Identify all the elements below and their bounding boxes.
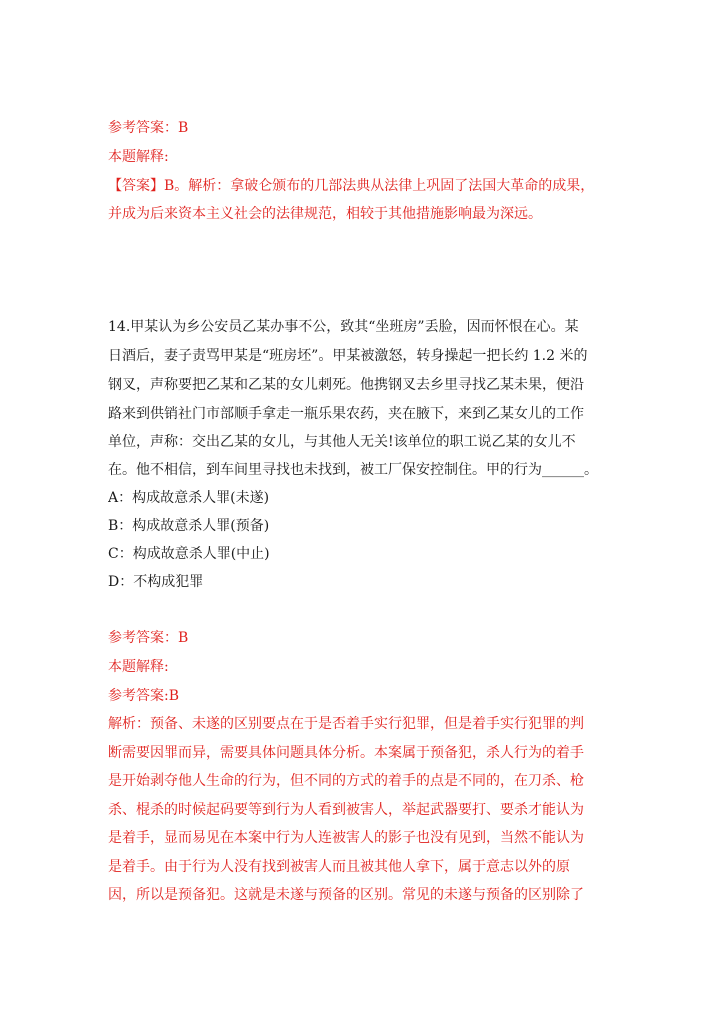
explanation-line: 是着手。由于行为人没有找到被害人而且被其他人拿下，属于意志以外的原	[108, 859, 570, 875]
question-stem-line: 14.甲某认为乡公安员乙某办事不公，致其“坐班房”丢脸，因而怀恨在心。某	[108, 319, 579, 335]
option-b: B：构成故意杀人罪(预备)	[108, 518, 270, 534]
explanation-line: 断需要因罪而异，需要具体问题具体分析。本案属于预备犯，杀人行为的着手	[108, 745, 584, 761]
question-stem-line: 在。他不相信，到车间里寻找也未找到，被工厂保安控制住。甲的行为______。	[108, 462, 598, 478]
explanation-line: 因，所以是预备犯。这就是未遂与预备的区别。常见的未遂与预备的区别除了	[108, 887, 584, 903]
explanation-line: 是着手，显而易见在本案中行为人连被害人的影子也没有见到，当然不能认为	[108, 830, 584, 846]
prev-answer-label: 参考答案：B	[108, 120, 189, 136]
answer-label: 参考答案：B	[108, 630, 189, 646]
explanation-line: 解析：预备、未遂的区别要点在于是否着手实行犯罪，但是着手实行犯罪的判	[108, 716, 584, 732]
option-d: D：不构成犯罪	[108, 574, 204, 590]
option-a: A：构成故意杀人罪(未遂)	[108, 490, 270, 506]
ref-answer: 参考答案:B	[108, 688, 180, 704]
question-stem-line: 钢叉，声称要把乙某和乙某的女儿刺死。他携钢叉去乡里寻找乙某未果，便沿	[108, 377, 584, 393]
prev-explanation-line: 并成为后来资本主义社会的法律规范，相较于其他措施影响最为深远。	[108, 206, 542, 222]
explain-label: 本题解释:	[108, 659, 169, 675]
explanation-line: 杀、棍杀的时候起码要等到行为人看到被害人，举起武器要打、要杀才能认为	[108, 802, 584, 818]
question-stem-line: 路来到供销社门市部顺手拿走一瓶乐果农药，夹在腋下，来到乙某女儿的工作	[108, 406, 584, 422]
prev-explanation-line: 【答案】B。解析：拿破仑颁布的几部法典从法律上巩固了法国大革命的成果，	[108, 178, 595, 194]
prev-explain-label: 本题解释:	[108, 149, 169, 165]
question-stem-line: 单位，声称：交出乙某的女儿，与其他人无关!该单位的职工说乙某的女儿不	[108, 434, 576, 450]
explanation-line: 是开始剥夺他人生命的行为，但不同的方式的着手的点是不同的，在刀杀、枪	[108, 773, 584, 789]
option-c: C：构成故意杀人罪(中止)	[108, 546, 270, 562]
question-stem-line: 日酒后，妻子责骂甲某是“班房坯”。甲某被激怒，转身操起一把长约 1.2 米的	[108, 348, 588, 364]
